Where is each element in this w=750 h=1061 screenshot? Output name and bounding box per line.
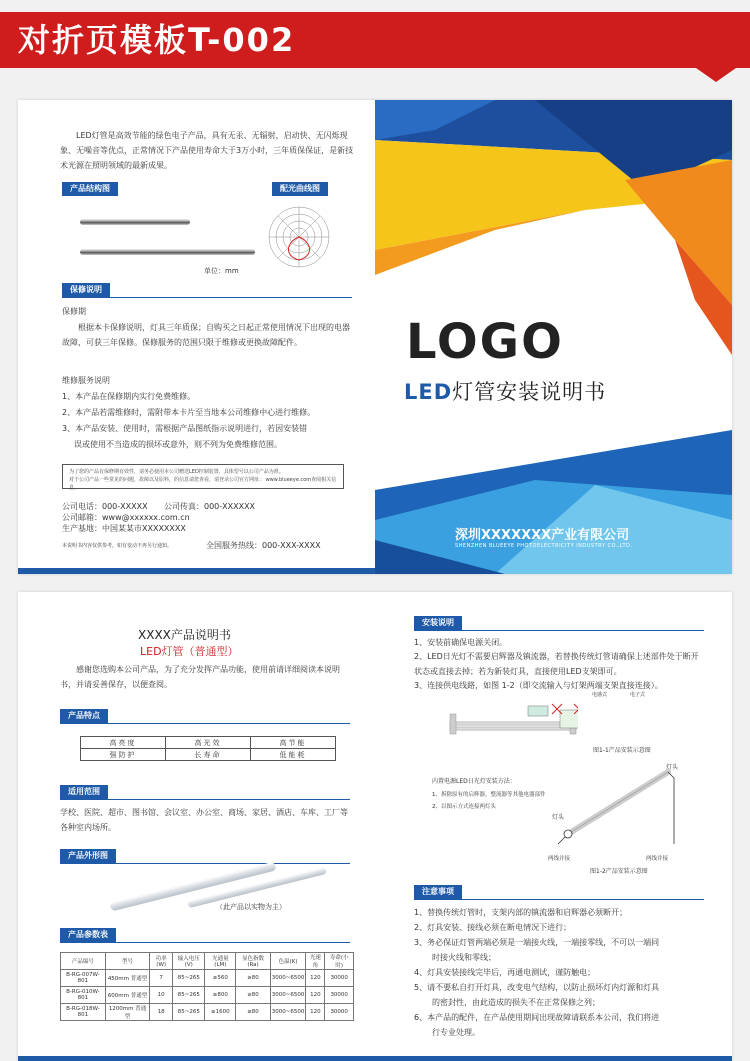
caution-item: 时接火线和零线； bbox=[432, 953, 496, 962]
notice-line: 为了您的产品有保修期有效性，请务必使用本公司赠送LED控制装置，具体型号以公司产品为准。 bbox=[69, 469, 284, 475]
params-cell: 120 bbox=[306, 970, 325, 987]
params-cell: B-RG-007W-801 bbox=[61, 970, 106, 987]
feature-cell: 低能耗 bbox=[251, 749, 336, 761]
contact-email: 公司邮箱：www@xxxxxx.com.cn bbox=[62, 513, 190, 522]
install-label: 安装说明 bbox=[414, 616, 462, 630]
warranty-label: 保修说明 bbox=[62, 283, 110, 297]
caution-item: 4、灯具安装接线完毕后，再通电测试，谨防触电； bbox=[414, 968, 596, 977]
caution-item: 2、灯具安装、接线必须在断电情况下进行； bbox=[414, 923, 572, 932]
brochure-outside bbox=[18, 100, 732, 574]
params-underline bbox=[60, 942, 350, 943]
service-item: 1、本产品在保修期内实行免费维修。 bbox=[62, 392, 196, 401]
notice-box bbox=[62, 464, 344, 489]
params-cell: B-RG-010W-801 bbox=[61, 987, 106, 1004]
params-cell: 30000 bbox=[325, 970, 354, 987]
feature-cell: 高节能 bbox=[251, 737, 336, 749]
features-underline bbox=[60, 723, 350, 724]
params-label: 产品参数表 bbox=[60, 928, 116, 942]
contact-fax: 公司传真：000-XXXXXX bbox=[164, 502, 256, 511]
manual-intro: 感谢您选购本公司产品，为了充分发挥产品功能，使用前请详细阅读本说明书，并请妥善保存，以便查阅。 bbox=[60, 665, 340, 689]
fig2-wire-label: 两线并接 bbox=[646, 856, 669, 862]
scope-label: 适用范围 bbox=[60, 785, 108, 799]
params-header: 功率(W) bbox=[150, 953, 173, 970]
params-cell: 3000~6500 bbox=[270, 987, 306, 1004]
params-row bbox=[61, 987, 354, 1004]
cover-title-led: LED bbox=[404, 380, 453, 404]
params-cell: 30000 bbox=[325, 987, 354, 1004]
service-item: 3、本产品安装、使用时，需根据产品图纸指示说明进行，若因安装错 bbox=[62, 424, 308, 433]
install-item: 2、LED日光灯不需要启辉器及镇流器，若替换传统灯管请确保上述部件处于断开状态或直接去掉；若为新装灯具，直接使用LED支架即可。 bbox=[414, 652, 699, 676]
brochure-inside bbox=[18, 592, 732, 1061]
caution-item: 3、务必保证灯管两端必须是一端接火线，一端接零线，不可以一端同 bbox=[414, 938, 660, 947]
params-cell: 3000~6500 bbox=[270, 970, 306, 987]
params-cell: ≥560 bbox=[205, 970, 236, 987]
caution-item: 6、本产品的配件，在产品使用期间出现故障请联系本公司，我们将进 bbox=[414, 1013, 660, 1022]
params-header: 显色指数(Ra) bbox=[236, 953, 271, 970]
feature-cell: 高光效 bbox=[166, 737, 251, 749]
header-banner bbox=[0, 0, 750, 78]
params-header: 输入电压(V) bbox=[173, 953, 205, 970]
fig2-wire-label: 两线并接 bbox=[548, 856, 571, 862]
params-header: 型号 bbox=[105, 953, 149, 970]
params-cell: B-RG-018W-801 bbox=[61, 1004, 106, 1021]
notice-line: 对于公司产品一些常见的问题，故障以及原料，的信息请您查看，请登录公司官方网址： www.blueeye.com查阅相关信息。 bbox=[69, 477, 337, 491]
params-cell: 85~265 bbox=[173, 970, 205, 987]
install-underline bbox=[414, 630, 704, 631]
left-bottom-bar bbox=[18, 568, 375, 574]
fig2-head-label: 灯头 bbox=[666, 764, 679, 771]
scope-underline bbox=[60, 799, 350, 800]
tube-diagram-short bbox=[80, 219, 190, 225]
contact-phone: 公司电话：000-XXXXX bbox=[62, 502, 148, 511]
params-cell: 30000 bbox=[325, 1004, 354, 1021]
fig2-title: 内置电源LED日光灯安装方法： bbox=[432, 778, 516, 785]
params-row bbox=[61, 1004, 354, 1021]
manual-title: XXXX产品说明书 bbox=[138, 628, 231, 642]
params-header: 光速角 bbox=[306, 953, 325, 970]
product-intro: LED灯管是高效节能的绿色电子产品，具有无汞、无辐射，启动快、无闪烁现象、无噪音等优点，正常情况下产品使用寿命大于3万小时，三年质保保证，是新技术光源在照明领域的最新成果。 bbox=[60, 131, 354, 170]
unit-label: 单位：mm bbox=[204, 267, 239, 275]
fig2-step-1: 1、拆除原有的启辉器，整流器等其他电器部件 bbox=[432, 792, 546, 798]
cover-logo: LOGO bbox=[406, 314, 564, 370]
page-title: 对折页模板T-002 bbox=[18, 21, 296, 59]
params-header: 产品编号 bbox=[61, 953, 106, 970]
service-item: 误或使用不当造成的损坏或意外，则不列为免费维修范围。 bbox=[74, 440, 282, 449]
params-cell: ≥1600 bbox=[205, 1004, 236, 1021]
features-table bbox=[80, 736, 336, 761]
params-cell: 10 bbox=[150, 987, 173, 1004]
company-name-en: SHENZHEN BLUEEYE PHOTOELECTRICITY INDUSTRY CO.,LTD. bbox=[455, 543, 633, 549]
params-cell: ≥800 bbox=[205, 987, 236, 1004]
install-figure-1 bbox=[448, 694, 578, 744]
warranty-text: 根据本卡保修说明，灯具三年质保；自购买之日起正常使用情况下出现的电器故障，可获三年保修。保修服务的范围只限于维修或更换故障配件。 bbox=[62, 323, 350, 347]
caution-item: 的密封性，由此造成的损失不在正常保修之列； bbox=[432, 998, 600, 1007]
tube-diagram-long bbox=[80, 249, 255, 255]
install-item: 3、连接供电线路，如图 1-2（即交流输入与灯架两端支架直接连接）。 bbox=[414, 681, 663, 690]
manual-subtitle: LED灯管（普通型） bbox=[140, 645, 239, 658]
company-name: 深圳XXXXXXX产业有限公司 bbox=[455, 528, 630, 543]
caution-label: 注意事项 bbox=[414, 885, 462, 899]
params-cell: ≥80 bbox=[236, 987, 271, 1004]
install-figure-2 bbox=[548, 764, 688, 854]
caution-underline bbox=[414, 899, 704, 900]
params-cell: 120 bbox=[306, 1004, 325, 1021]
polar-curve-chart bbox=[266, 204, 332, 270]
params-cell: 120 bbox=[306, 987, 325, 1004]
structure-label: 产品结构图 bbox=[62, 182, 118, 196]
service-item: 2、本产品若需维修时，需附带本卡片至当地本公司维修中心进行维修。 bbox=[62, 408, 316, 417]
params-cell: ≥80 bbox=[236, 970, 271, 987]
params-cell: 1200mm 普通型 bbox=[105, 1004, 149, 1021]
params-row bbox=[61, 970, 354, 987]
contact-base: 生产基地：中国某某市XXXXXXXX bbox=[62, 524, 186, 533]
params-header: 光通量(LM) bbox=[205, 953, 236, 970]
params-table bbox=[60, 952, 354, 1021]
fig2-step-2: 2、以图示方式连接两灯头 bbox=[432, 804, 497, 810]
params-cell: ≥80 bbox=[236, 1004, 271, 1021]
fig1-label-a: 电感式 bbox=[592, 692, 608, 698]
inside-bottom-bar bbox=[18, 1056, 732, 1061]
shape-underline bbox=[60, 863, 350, 864]
scope-text: 学校、医院、超市、图书馆、会议室、办公室、商场、家居、酒店、车库、工厂等各种室内场所。 bbox=[60, 808, 348, 832]
cover-title bbox=[404, 376, 606, 406]
curve-label: 配光曲线图 bbox=[272, 182, 328, 196]
caution-item: 行专业处理。 bbox=[432, 1028, 480, 1037]
header-notch bbox=[696, 68, 736, 82]
fig2-caption: 图1-2产品安装示意图 bbox=[590, 868, 648, 875]
params-cell: 450mm 普通型 bbox=[105, 970, 149, 987]
feature-cell: 强防护 bbox=[81, 749, 166, 761]
params-header: 寿命(小时) bbox=[325, 953, 354, 970]
params-cell: 18 bbox=[150, 1004, 173, 1021]
params-cell: 600mm 普通型 bbox=[105, 987, 149, 1004]
warranty-period: 保修期 bbox=[62, 307, 86, 316]
service-title: 维修服务说明 bbox=[62, 376, 110, 385]
fig2-head-label: 灯头 bbox=[552, 814, 565, 821]
shape-note: （此产品以实物为主） bbox=[216, 903, 286, 911]
caution-item: 1、替换传统灯管时，支架内部的镇流器和启辉器必须断开； bbox=[414, 908, 628, 917]
fig1-caption: 图1-1产品安装示意图 bbox=[593, 747, 651, 754]
fig1-label-b: 电子式 bbox=[630, 692, 646, 698]
features-label: 产品特点 bbox=[60, 709, 108, 723]
params-cell: 3000~6500 bbox=[270, 1004, 306, 1021]
params-header: 色温(K) bbox=[270, 953, 306, 970]
feature-cell: 高亮度 bbox=[81, 737, 166, 749]
warranty-underline bbox=[62, 297, 352, 298]
footnote: 本说明书内容仅供参考，如有变动不再另行通知。 bbox=[62, 543, 173, 549]
cover-title-rest: 灯管安装说明书 bbox=[452, 380, 607, 404]
feature-cell: 长寿命 bbox=[166, 749, 251, 761]
shape-label: 产品外形图 bbox=[60, 849, 116, 863]
params-cell: 85~265 bbox=[173, 987, 205, 1004]
caution-item: 5、请不要私自打开灯具，改变电气结构，以防止损坏灯内灯源和灯具 bbox=[414, 983, 660, 992]
params-cell: 7 bbox=[150, 970, 173, 987]
service-hotline: 全国服务热线：000-XXX-XXXX bbox=[206, 541, 321, 550]
install-item: 1、安装前确保电源关闭。 bbox=[414, 638, 508, 647]
params-cell: 85~265 bbox=[173, 1004, 205, 1021]
